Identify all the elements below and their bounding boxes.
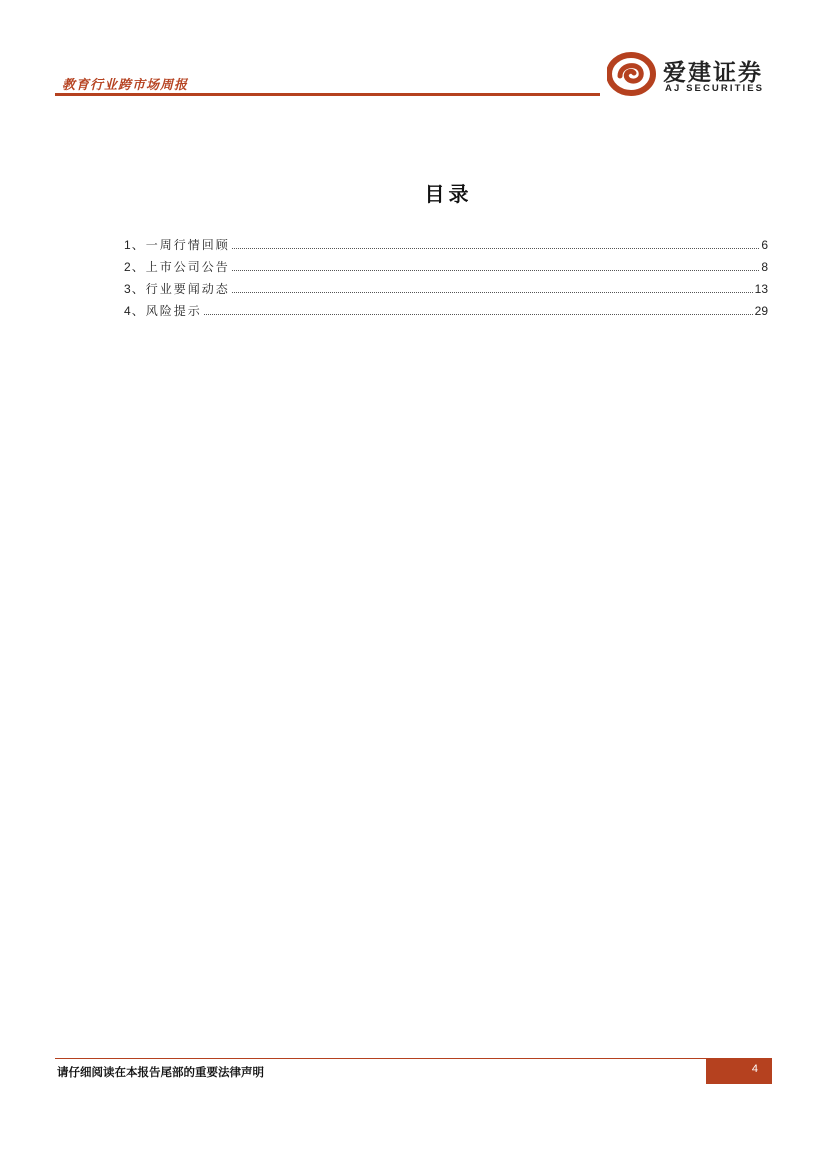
page-number-badge [706, 1059, 772, 1084]
toc-dot-leader [204, 314, 753, 315]
toc-entry-page: 8 [761, 260, 768, 274]
toc-entry-title: 一周行情回顾 [145, 238, 230, 252]
toc-entry-separator: 、 [131, 304, 144, 318]
logo-chinese-name: 爱建证券 [663, 59, 763, 86]
footer-divider [55, 1058, 772, 1059]
toc-entry-page: 13 [754, 282, 768, 296]
toc-entry-title: 上市公司公告 [145, 260, 230, 274]
toc-entry[interactable] [124, 236, 768, 258]
header-divider [55, 93, 600, 96]
table-of-contents [124, 236, 768, 324]
toc-entry-separator: 、 [131, 238, 144, 252]
company-logo [607, 52, 772, 96]
toc-entry-separator: 、 [131, 282, 144, 296]
toc-title: 目录 [424, 182, 473, 206]
toc-entry-separator: 、 [131, 260, 144, 274]
toc-entry-title: 风险提示 [145, 304, 202, 318]
page-number: 4 [751, 1063, 758, 1075]
toc-entry-number: 3 [124, 282, 131, 296]
legal-disclaimer-note: 请仔细阅读在本报告尾部的重要法律声明 [57, 1065, 264, 1079]
toc-entry-title: 行业要闻动态 [145, 282, 230, 296]
toc-entry-number: 4 [124, 304, 131, 318]
toc-entry[interactable] [124, 280, 768, 302]
toc-dot-leader [232, 248, 760, 249]
toc-entry-page: 6 [761, 238, 768, 252]
logo-english-name: AJ SECURITIES [665, 83, 765, 94]
toc-dot-leader [232, 292, 753, 293]
toc-entry-number: 1 [124, 238, 131, 252]
toc-entry[interactable] [124, 258, 768, 280]
report-series-title: 教育行业跨市场周报 [62, 78, 189, 93]
aj-logo-icon [607, 52, 659, 96]
toc-entry-page: 29 [754, 304, 768, 318]
toc-dot-leader [232, 270, 760, 271]
toc-entry-number: 2 [124, 260, 131, 274]
toc-entry[interactable] [124, 302, 768, 324]
